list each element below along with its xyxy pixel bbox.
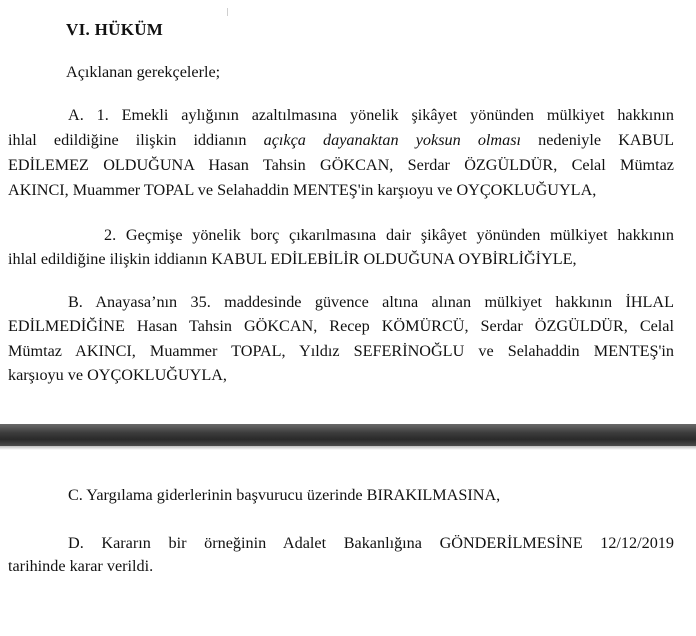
paragraph-a1-line-4: AKINCI, Muammer TOPAL ve Selahaddin MENTEŞ'in karşıoyu ve OYÇOKLUĞUYLA,	[8, 181, 597, 199]
paragraph-b-line-4: karşıoyu ve OYÇOKLUĞUYLA,	[8, 366, 227, 384]
paragraph-a1-line-3: EDİLEMEZ OLDUĞUNA Hasan Tahsin GÖKCAN, Serdar ÖZGÜLDÜR, Celal Mümtaz	[8, 156, 674, 174]
paragraph-c-line-1: C. Yargılama giderlerinin başvurucu üzerinde BIRAKILMASINA,	[68, 486, 501, 504]
paragraph-a2-line-1: 2. Geçmişe yönelik borç çıkarılmasına dair şikâyet yönünden mülkiyet hakkının	[104, 226, 674, 244]
scan-mark	[227, 8, 228, 16]
paragraph-d-line-1: D. Kararın bir örneğinin Adalet Bakanlığına GÖNDERİLMESİNE 12/12/2019	[68, 534, 674, 552]
page-break-bar	[0, 424, 696, 446]
paragraph-b-line-1: B. Anayasa’nın 35. maddesinde güvence altına alınan mülkiyet hakkının İHLAL	[68, 293, 674, 311]
paragraph-b-line-3: Mümtaz AKINCI, Muammer TOPAL, Yıldız SEFERİNOĞLU ve Selahaddin MENTEŞ'in	[8, 342, 674, 360]
paragraph-a2-line-2: ihlal edildiğine ilişkin iddianın KABUL EDİLEBİLİR OLDUĞUNA OYBİRLİĞİYLE,	[8, 250, 577, 268]
page-break-shadow	[0, 446, 696, 450]
paragraph-a1-line-1: A. 1. Emekli aylığının azaltılmasına yönelik şikâyet yönünden mülkiyet hakkının	[68, 106, 674, 124]
section-heading: VI. HÜKÜM	[66, 20, 164, 39]
paragraph-a1-line-2-pre: ihlal edildiğine ilişkin iddianın	[8, 131, 264, 149]
intro-line: Açıklanan gerekçelerle;	[66, 63, 221, 81]
paragraph-b-line-2: EDİLMEDİĞİNE Hasan Tahsin GÖKCAN, Recep KÖMÜRCÜ, Serdar ÖZGÜLDÜR, Celal	[8, 317, 674, 335]
paragraph-d-line-2: tarihinde karar verildi.	[8, 557, 154, 575]
paragraph-a1-line-2-post: nedeniyle KABUL	[521, 131, 674, 149]
paragraph-a1-line-2-italic: açıkça dayanaktan yoksun olması	[263, 131, 521, 149]
paragraph-a1-line-2	[8, 131, 674, 150]
